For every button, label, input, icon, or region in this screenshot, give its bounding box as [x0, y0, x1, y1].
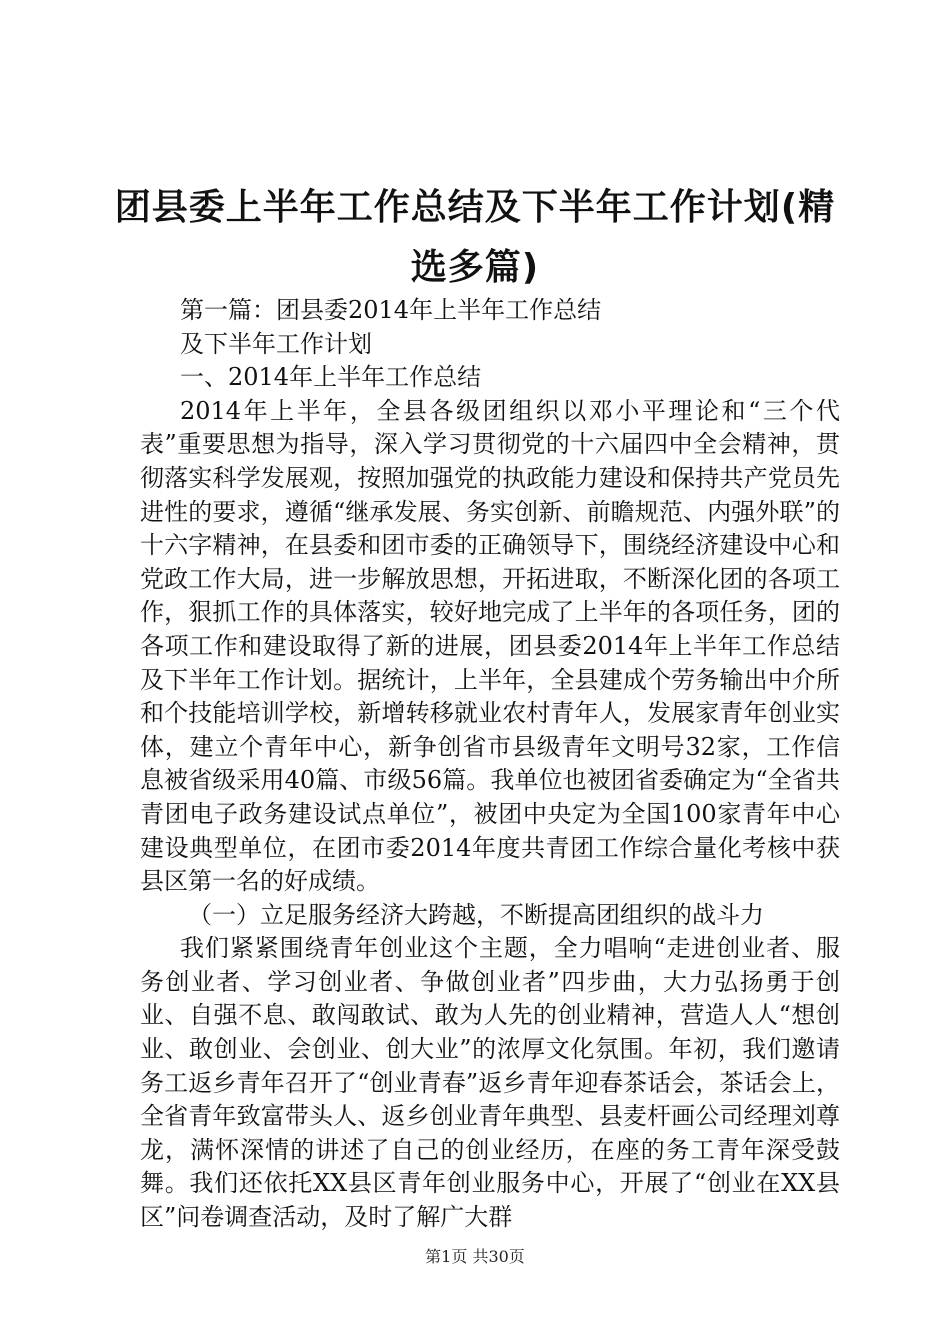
body-paragraph: 我们紧紧围绕青年创业这个主题，全力唱响“走进创业者、服务创业者、学习创业者、争做创业者”四步曲，大力弘扬勇于创业、自强不息、敢闯敢试、敢为人先的创业精神，营造人人“想创业、敢创业、会创业、创大业”的浓厚文化氛围。年初，我们邀请务工返乡青年召开了“创业青春”返乡青年迎春茶话会，茶话会上，全省青年致富带头人、返乡创业青年典型、县麦杆画公司经理刘尊龙，满怀深情的讲述了自己的创业经历，在座的务工青年深受鼓舞。我们还依托XX县区青年创业服务中心，开展了“创业在XX县区”问卷调查活动，及时了解广大群 — [140, 934, 840, 1232]
document-title: 团县委上半年工作总结及下半年工作计划(精选多篇) — [114, 187, 836, 288]
subsection-heading: （一）立足服务经济大跨越，不断提高团组织的战斗力 — [188, 900, 764, 929]
page-number-footer: 第1页 共30页 — [425, 1247, 525, 1266]
subsection-heading: 一、2014年上半年工作总结 — [180, 363, 482, 392]
body-paragraph: 2014年上半年，全县各级团组织以邓小平理论和“三个代表”重要思想为指导，深入学习贯彻党的十六届四中全会精神，贯彻落实科学发展观，按照加强党的执政能力建设和保持共产党员先进性的要求，遵循“继承发展、务实创新、前瞻规范、内强外联”的十六字精神，在县委和团市委的正确领导下，围绕经济建设中心和党政工作大局，进一步解放思想，开拓进取，不断深化团的各项工作，狠抓工作的具体落实，较好地完成了上半年的各项任务，团的各项工作和建设取得了新的进展，团县委2014年上半年工作总结及下半年工作计划。据统计，上半年，全县建成个劳务输出中介所和个技能培训学校，新增转移就业农村青年人，发展家青年创业实体，建立个青年中心，新争创省市县级青年文明号32家，工作信息被省级采用40篇、市级56篇。我单位也被团省委确定为“全省共青团电子政务建设试点单位”，被团中央定为全国100家青年中心建设典型单位，在团市委2014年度共青团工作综合量化考核中获县区第一名的好成绩。 — [140, 396, 840, 896]
section-heading-continued: 及下半年工作计划 — [180, 329, 372, 358]
section-heading: 第一篇：团县委2014年上半年工作总结 — [180, 296, 602, 324]
document-body — [140, 294, 840, 1235]
